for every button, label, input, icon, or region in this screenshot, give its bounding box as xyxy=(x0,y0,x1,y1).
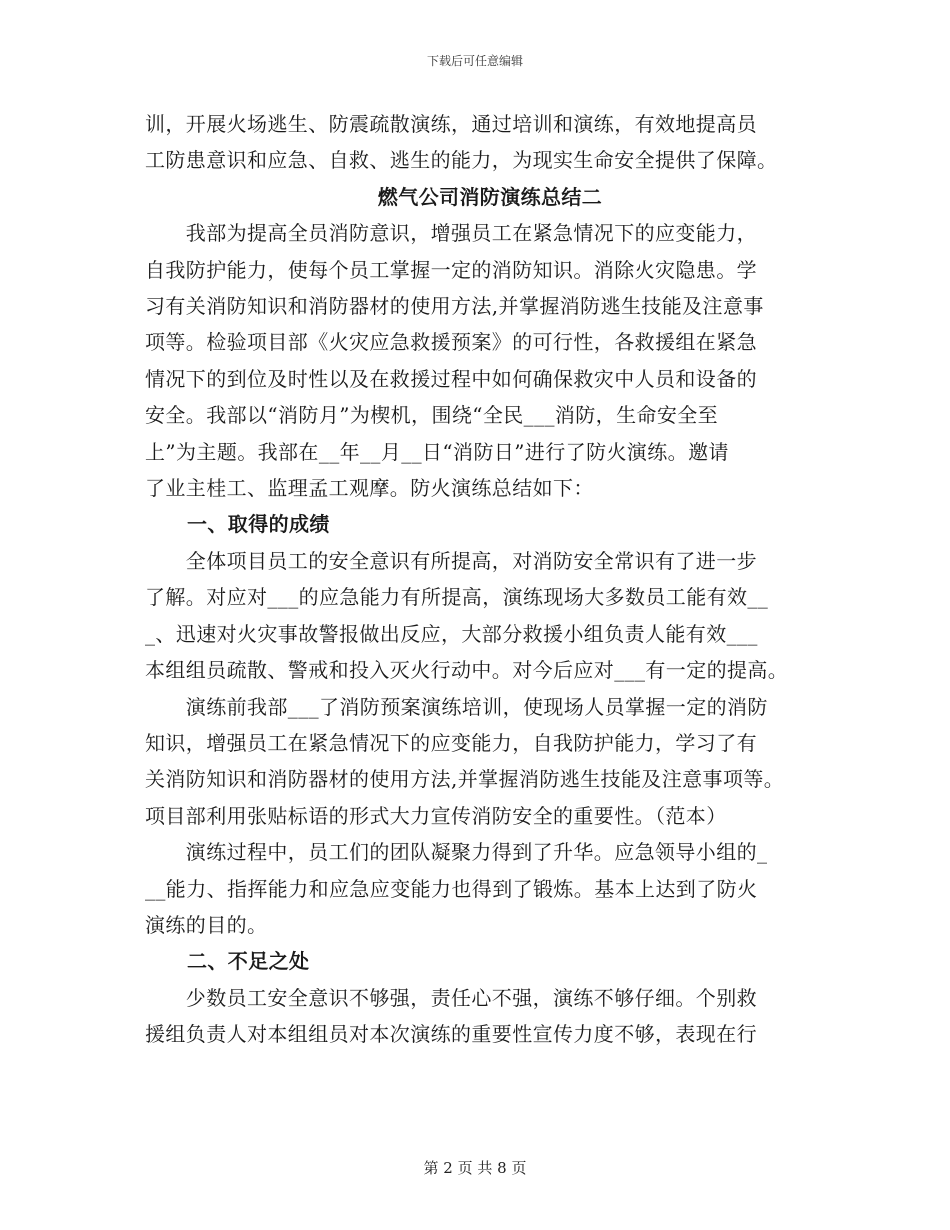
body-line: _、迅速对火灾事故警报做出反应，大部分救援小组负责人能有效___ xyxy=(145,621,758,646)
paragraph-intro xyxy=(145,215,835,506)
body-line: 上”为主题。我部在__年__月__日“消防日”进行了防火演练。邀请 xyxy=(145,439,729,464)
body-line: 自我防护能力，使每个员工掌握一定的消防知识。消除火灾隐患。学 xyxy=(145,257,757,282)
body-line: 关消防知识和消防器材的使用方法,并掌握消防逃生技能及注意事项等。 xyxy=(145,767,785,792)
section-title: 燃气公司消防演练总结二 xyxy=(377,184,603,209)
page-number: 第 2 页 共 8 页 xyxy=(423,1159,527,1177)
body-line: 训，开展火场逃生、防震疏散演练，通过培训和演练，有效地提高员 xyxy=(145,112,757,136)
body-line: 工防患意识和应急、自救、逃生的能力，为现实生命安全提供了保障。 xyxy=(145,148,778,173)
body-line: 我部为提高全员消防意识，增强员工在紧急情况下的应变能力， xyxy=(145,221,757,246)
body-line: 全体项目员工的安全意识有所提高，对消防安全常识有了进一步 xyxy=(145,548,757,573)
body-line: 本组组员疏散、警戒和投入灭火行动中。对今后应对___有一定的提高。 xyxy=(145,658,789,683)
body-line: 演练过程中，员工们的团队凝聚力得到了升华。应急领导小组的_ xyxy=(145,840,768,865)
body-line: 习有关消防知识和消防器材的使用方法,并掌握消防逃生技能及注意事 xyxy=(145,294,764,319)
heading-shortcomings: 二、不足之处 xyxy=(187,949,310,974)
body-line: 知识，增强员工在紧急情况下的应变能力，自我防护能力，学习了有 xyxy=(145,730,757,755)
body-line: 了业主桂工、监理孟工观摩。防火演练总结如下： xyxy=(145,476,594,501)
body-line: 项等。检验项目部《火灾应急救援预案》的可行性，各救援组在紧急 xyxy=(145,330,757,355)
body-line: 少数员工安全意识不够强，责任心不强，演练不够仔细。个别救 xyxy=(145,985,757,1010)
body-line: 演练的目的。 xyxy=(145,912,268,937)
body-line: __能力、指挥能力和应急应变能力也得到了锻炼。基本上达到了防火 xyxy=(145,876,758,901)
paragraph-shortcomings xyxy=(145,980,835,1053)
paragraph-achievements-3 xyxy=(145,834,835,943)
body-line: 项目部利用张贴标语的形式大力宣传消防安全的重要性。（范本） xyxy=(145,803,727,828)
body-line: 援组负责人对本组组员对本次演练的重要性宣传力度不够，表现在行 xyxy=(145,1022,757,1047)
page-header: 下载后可任意编辑 xyxy=(426,54,523,68)
body-line: 了解。对应对___的应急能力有所提高，演练现场大多数员工能有效__ xyxy=(145,585,769,610)
document-body xyxy=(145,106,835,1053)
heading-achievements: 一、取得的成绩 xyxy=(187,512,330,537)
body-line: 安全。我部以“消防月”为楔机，围绕“全民___消防，生命安全至 xyxy=(145,403,719,428)
body-line: 情况下的到位及时性以及在救援过程中如何确保救灾中人员和设备的 xyxy=(145,366,757,391)
paragraph-achievements-1 xyxy=(145,543,835,689)
paragraph-achievements-2 xyxy=(145,689,835,835)
body-line: 演练前我部___了消防预案演练培训，使现场人员掌握一定的消防 xyxy=(145,694,768,719)
